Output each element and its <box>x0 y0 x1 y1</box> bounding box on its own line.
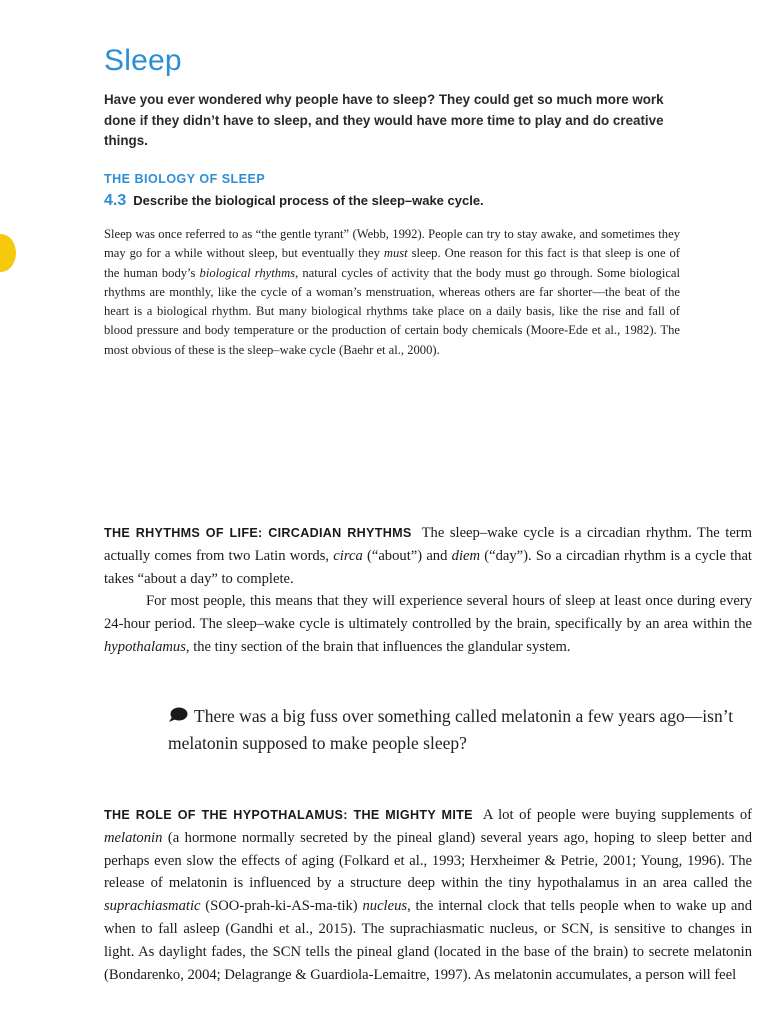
italic-term: must <box>383 246 408 261</box>
text-run: , the internal clock that tells people when to wake up and when to fall asleep (Gandhi et al., 2015). The suprachiasmatic nucleus, or SCN, is sensitive to changes in light. As daylight fades, the SCN tells the pineal gland (located in the base of the brain) to secrete melatonin (Bondarenko, 2004; Delagrange & Guardiola-Lemaitre, 1997). As melatonin accumulates, a person will feel <box>104 898 752 983</box>
learning-objective <box>104 192 704 210</box>
italic-term: biological rhythms <box>199 265 296 280</box>
italic-term: circa <box>333 547 363 564</box>
text-run: (SOO-prah-ki-AS-ma-tik) <box>200 898 363 915</box>
text-run: For most people, this means that they will experience several hours of sleep at least once during every 24-hour period. The sleep–wake cycle is ultimately controlled by the brain, specifically by an area within the <box>104 593 752 632</box>
text-run: The sleep–wake cycle is a circadian rhythm. The term actually comes from two Latin words, <box>104 525 753 564</box>
text-run: A lot of people were buying supplements of <box>482 807 752 823</box>
italic-term: nucleus <box>362 898 408 915</box>
speech-bubble-icon <box>168 707 188 723</box>
italic-term: diem <box>451 547 481 564</box>
paragraph-sleep-wake <box>104 590 752 658</box>
text-run: , natural cycles of activity that the body must go through. Some biological rhythms are monthly, like the cycle of a woman’s menstruation, whereas others are far shorter—the beat of the heart is a biological rhythm. But many biological rhythms take place on a daily basis, like the rise and fall of blood pressure and body temperature or the production of certain body chemicals (Moore-Ede et al., 1982). The most obvious of these is the sleep–wake cycle (Baehr et al., 2000). <box>104 265 680 357</box>
text-run: (“about”) and <box>362 547 452 564</box>
runin-heading: THE ROLE OF THE HYPOTHALAMUS: THE MIGHTY MITE <box>104 808 473 822</box>
paragraph-hypothalamus <box>104 804 752 986</box>
text-run: (a hormone normally secreted by the pineal gland) several years ago, hoping to sleep better and perhaps even slow the effects of aging (Folkard et al., 1993; Herxheimer & Petrie, 2001; Young, 1996). The release of melatonin is influenced by a structure deep within the tiny hypothalamus in an area called the <box>104 829 752 892</box>
text-run: sleep. One reason for this fact is that sleep is one of the human body’s <box>104 246 680 280</box>
objective-text: Describe the biological process of the sleep–wake cycle. <box>133 193 484 208</box>
question-text: There was a big fuss over something called melatonin a few years ago—isn’t melatonin supposed to make people sleep? <box>168 706 734 753</box>
italic-term: melatonin <box>104 829 163 846</box>
paragraph-circadian <box>104 522 752 590</box>
text-run: (“day”). So a circadian rhythm is a cycle that takes “about a day” to complete. <box>104 547 752 587</box>
text-run: Sleep was once referred to as “the gentle tyrant” (Webb, 1992). People can try to stay awake, and sometimes they may go for a while without sleep, but eventually they <box>104 227 680 261</box>
page-title: Sleep <box>104 44 182 77</box>
italic-term: hypothalamus <box>104 638 186 655</box>
runin-heading: THE RHYTHMS OF LIFE: CIRCADIAN RHYTHMS <box>104 526 412 540</box>
text-run: , the tiny section of the brain that influences the glandular system. <box>185 638 571 655</box>
question-callout <box>168 703 768 757</box>
objective-number: 4.3 <box>104 192 127 209</box>
paragraph-biology <box>104 225 680 360</box>
italic-term: suprachiasmatic <box>104 898 201 915</box>
intro-paragraph: Have you ever wondered why people have to sleep? They could get so much more work done if they didn’t have to sleep, and they would have more time to play and do creative things. <box>104 92 664 148</box>
section-heading: THE BIOLOGY OF SLEEP <box>104 172 266 186</box>
